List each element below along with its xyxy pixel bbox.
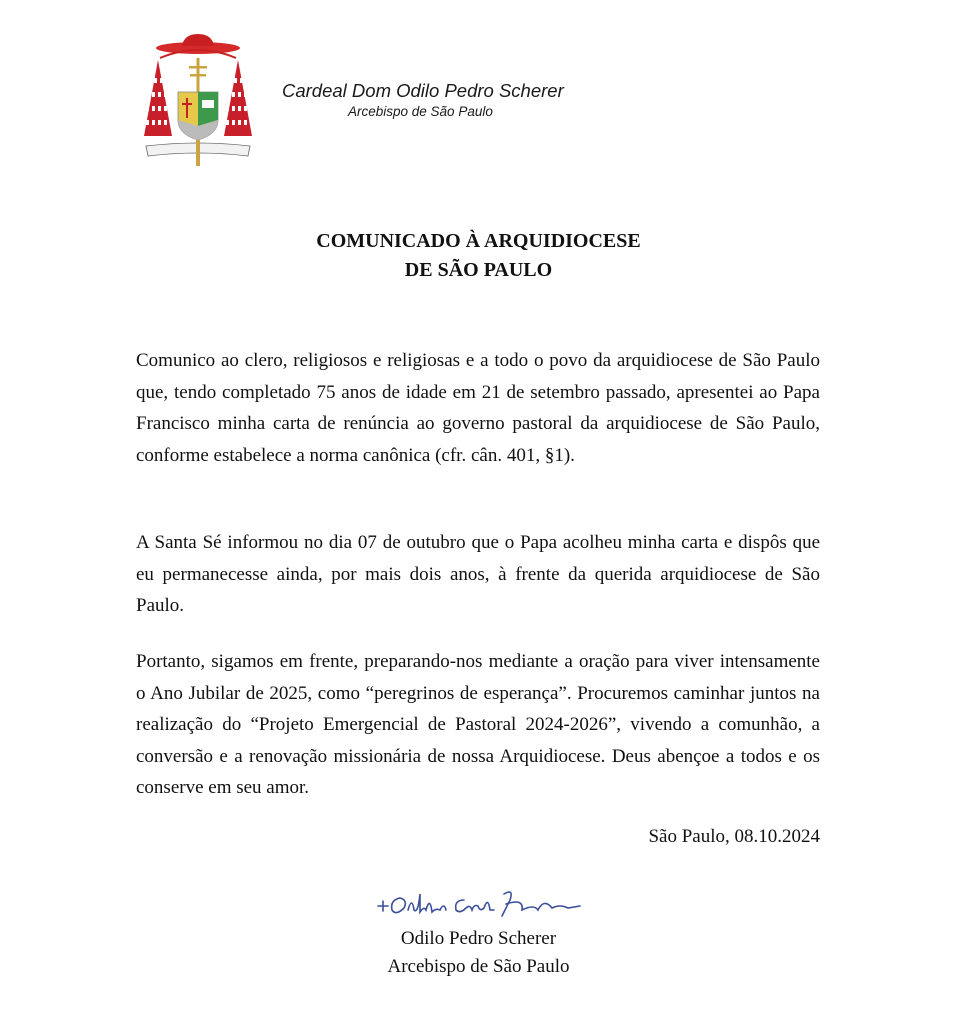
body-paragraph: A Santa Sé informou no dia 07 de outubro que o Papa acolheu minha carta e dispôs que eu permanecesse ainda, por mais dois anos, à frente da querida arquidiocese de São Paulo. [136,532,820,616]
body-paragraph: Portanto, sigamos em frente, preparando-nos mediante a oração para viver intensamente o Ano Jubilar de 2025, como “peregrinos de esperança”. Procuremos caminhar juntos na realização do “Projeto Emergencial de Pastoral 2024-2026”, vivendo a comunhão, a conversão e a renovação missionária de nossa Arquidiocese. Deus abençoe a todos e os conserve em seu amor. [136,651,820,798]
handwritten-signature [374,886,584,920]
document-title-line-1: COMUNICADO À ARQUIDIOCESE [316,230,641,252]
body-paragraph: Comunico ao clero, religiosos e religiosas e a todo o povo da arquidiocese de São Paulo que, tendo completado 75 anos de idade em 21 de setembro passado, apresentei ao Papa Francisco minha carta de renúncia ao governo pastoral da arquidiocese de São Paulo, conforme estabelece a norma canônica (cfr. cân. 401, §1). [136,350,820,466]
place-date: São Paulo, 08.10.2024 [648,826,820,847]
letterhead-name: Cardeal Dom Odilo Pedro Scherer [282,80,564,101]
signer-role: Arcebispo de São Paulo [387,956,570,977]
coat-of-arms-logo [138,28,258,170]
letterhead-role: Arcebispo de São Paulo [348,104,493,119]
document-title-line-2: DE SÃO PAULO [404,259,553,281]
signer-name: Odilo Pedro Scherer [400,928,557,949]
